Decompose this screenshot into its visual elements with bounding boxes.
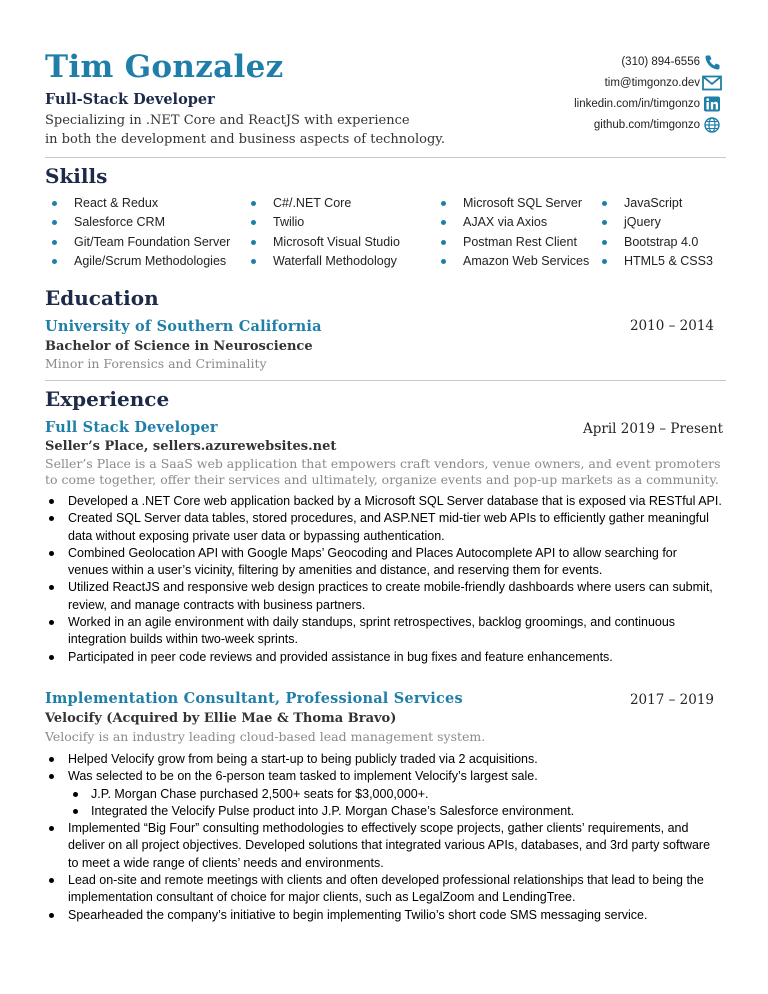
tagline-line: in both the development and business aspects of technology. [45, 132, 446, 147]
linkedin-icon [700, 96, 722, 112]
bullet-line: J.P. Morgan Chase purchased 2,500+ seats for $3,000,000+. [91, 786, 429, 801]
company-name: Seller’s Place, sellers.azurewebsites.net [45, 439, 337, 454]
contact-email [574, 72, 722, 93]
skills-column [45, 194, 230, 271]
skills-heading: Skills [45, 164, 108, 188]
skill-item: Salesforce CRM [45, 213, 230, 232]
bullet-line: Created SQL Server data tables, stored procedures, and ASP.NET mid-tier web APIs to efficiently gather meaningful [68, 511, 709, 526]
skill-item: Bootstrap 4.0 [595, 233, 713, 252]
bullet-item [45, 907, 735, 924]
skill-item: AJAX via Axios [434, 213, 589, 232]
github-text: github.com/timgonzo [593, 118, 700, 131]
bullet-line: Combined Geolocation API with Google Maps’ Geocoding and Places Autocomplete API to allow searching for [68, 545, 677, 560]
bullet-line: deliver on all project objectives. Developed solutions that integrated various APIs, databases, and 3rd party software [68, 838, 711, 853]
skill-item: Amazon Web Services [434, 252, 589, 271]
experience-heading: Experience [45, 387, 170, 411]
bullet-item [45, 579, 735, 614]
bullet-item [45, 614, 735, 649]
school-name: University of Southern California [45, 318, 322, 335]
bullet-item [45, 493, 735, 510]
description-line: Seller’s Place is a SaaS web application that empowers craft vendors, venue owners, and event promoters [45, 456, 721, 471]
contact-block [574, 51, 722, 135]
bullet-item [45, 872, 735, 907]
skill-item: JavaScript [595, 194, 713, 213]
bullet-line: review, and manage contracts with business partners. [68, 597, 366, 612]
bullet-line: implementation consultant of choice for major clients, such as LegalZoom and LendingTree. [68, 890, 576, 905]
minor: Minor in Forensics and Criminality [45, 356, 267, 371]
contact-phone [574, 51, 722, 72]
skill-item: HTML5 & CSS3 [595, 252, 713, 271]
bullet-item [45, 820, 735, 872]
skill-item: Agile/Scrum Methodologies [45, 252, 230, 271]
bullet-item [45, 510, 735, 545]
contact-linkedin [574, 93, 722, 114]
skills-column [595, 194, 713, 271]
bullet-line: Implemented “Big Four” consulting methodologies to effectively scope projects, gather clients’ requirements, and [68, 821, 689, 836]
globe-icon [700, 117, 722, 133]
company-description: Velocify is an industry leading cloud-based lead management system. [45, 729, 486, 744]
company-description [45, 456, 735, 488]
job-title: Full Stack Developer [45, 419, 218, 436]
bullet-line: Integrated the Velocify Pulse product into J.P. Morgan Chase’s Salesforce environment. [91, 803, 575, 818]
phone-icon [700, 54, 722, 70]
description-line: to come together, offer their services and ultimately, organize events and pop-up markets as a community. [45, 472, 719, 487]
skill-item: Waterfall Methodology [244, 252, 400, 271]
job-title: Implementation Consultant, Professional Services [45, 690, 463, 707]
bullet-line: data without exposing private user data or bypassing authentication. [68, 528, 445, 543]
skill-item: Microsoft Visual Studio [244, 233, 400, 252]
bullet-line: Helped Velocify grow from being a start-up to being publicly traded via 2 acquisitions. [68, 752, 538, 766]
tagline [45, 111, 565, 149]
sub-bullet-item [45, 786, 735, 803]
bullet-line: Lead on-site and remote meetings with clients and often developed professional relationships that lead to being the [68, 873, 704, 888]
skill-item: Git/Team Foundation Server [45, 233, 230, 252]
bullet-line: Worked in an agile environment with daily standups, sprint retrospectives, backlog groomings, and continuous [68, 615, 676, 630]
email-text: tim@timgonzo.dev [604, 76, 700, 89]
linkedin-text: linkedin.com/in/timgonzo [574, 97, 700, 110]
job-bullets [45, 751, 735, 924]
bullet-item [45, 751, 735, 768]
skill-item: C#/.NET Core [244, 194, 400, 213]
bullet-item [45, 768, 735, 785]
header-divider [45, 157, 726, 158]
candidate-name: Tim Gonzalez [45, 49, 284, 85]
degree: Bachelor of Science in Neuroscience [45, 339, 313, 354]
sub-bullet-item [45, 803, 735, 820]
email-icon [700, 75, 722, 91]
job-dates: April 2019 – Present [582, 421, 723, 437]
tagline-line: Specializing in .NET Core and ReactJS with experience [45, 113, 410, 128]
skill-item: jQuery [595, 213, 713, 232]
phone-text: (310) 894-6556 [621, 55, 700, 68]
skills-column [244, 194, 400, 271]
bullet-item [45, 545, 735, 580]
bullet-line: Participated in peer code reviews and provided assistance in bug fixes and feature enhancements. [68, 649, 613, 664]
skill-item: Microsoft SQL Server [434, 194, 589, 213]
company-name: Velocify (Acquired by Ellie Mae & Thoma Bravo) [45, 711, 397, 726]
bullet-line: Developed a .NET Core web application backed by a Microsoft SQL Server database that is exposed via RESTful API. [68, 494, 722, 508]
bullet-line: Spearheaded the company’s initiative to begin implementing Twilio’s short code SMS messaging service. [68, 907, 648, 922]
education-dates: 2010 – 2014 [629, 318, 714, 334]
contact-github [574, 114, 722, 135]
job-bullets [45, 493, 735, 666]
skills-column [434, 194, 589, 271]
bullet-item [45, 649, 735, 666]
bullet-line: Utilized ReactJS and responsive web design practices to create mobile-friendly dashboards where users can submit, [68, 580, 713, 595]
skill-item: React & Redux [45, 194, 230, 213]
job-dates: 2017 – 2019 [629, 692, 714, 708]
bullet-line: integration builds within two-week sprints. [68, 632, 298, 647]
skill-item: Postman Rest Client [434, 233, 589, 252]
bullet-line: venues within a user’s vicinity, filtering by amenities and distance, and reserving them for events. [68, 563, 603, 578]
bullet-line: Was selected to be on the 6-person team tasked to implement Velocify’s largest sale. [68, 769, 538, 784]
job-title: Full-Stack Developer [45, 91, 215, 108]
education-heading: Education [45, 286, 159, 310]
skill-item: Twilio [244, 213, 400, 232]
education-divider [45, 380, 726, 381]
bullet-line: to meet a wide range of clients’ needs and environments. [68, 855, 384, 870]
